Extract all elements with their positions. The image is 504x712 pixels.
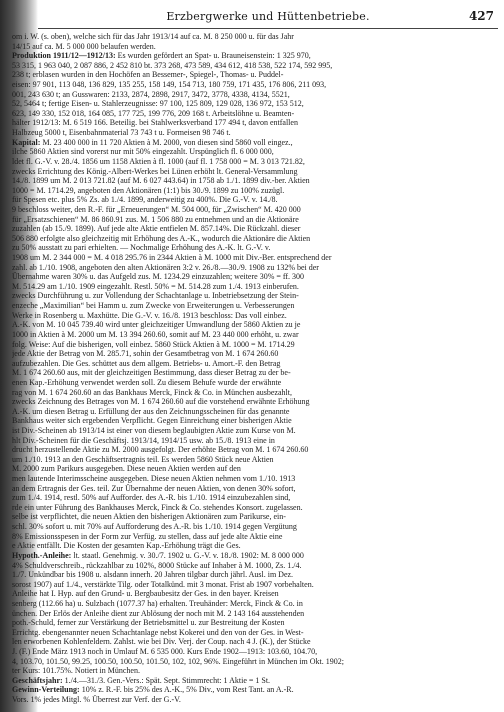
- text-line: für Spesen etc. plus 5% Zs. ab 1./4. 1899, anderweitig zu 400%. Die G.-V. v. 14./8.: [12, 195, 278, 205]
- text-line: poth.-Schuld, ferner zur Verstärkung der Betriebsmittel u. zur Bestreitung der Kosten: [12, 618, 285, 628]
- text-line: A.-K. um diesen Betrag u. Erfüllung der aus den Zeichnungsscheinen für das genannte: [12, 406, 290, 416]
- text-line: aufzubezahlen. Die Ges. schüttet aus dem allgem. Betriebs- u. Amort.-F. den Betrag: [12, 358, 281, 368]
- text-line: J. (F.) Ende März 1913 noch in Umlauf M. 6 535 000. Kurs Ende 1902—1913: 103.60, 104.70,: [12, 647, 318, 656]
- text-line: 1000 = M. 1714.29, angeboten den Aktionären (1:1) bis 30./9. 1899 zu 100% zuzügl.: [12, 185, 285, 195]
- text-line: enen Kap.-Erhöhung verwendet werden soll. Zu diesem Behufe wurde der erwähnte: [12, 377, 282, 387]
- text-line: zwecks Zeichnung des Betrages von M. 1 674 260.60 auf die vorstehend erwähnte Erhöhung: [12, 397, 310, 407]
- text-line: A.-K. von M. 10 045 739.40 wird unter gleichzeitiger Umwandlung der 5860 Aktien zu je: [12, 320, 301, 330]
- text-line: zahl. ab 1./10. 1908, angeboten den alten Aktionären 3:2 v. 26./8.—30./9. 1908 zu 132% bei der: [12, 262, 319, 272]
- text-line: len erworbenen Kohlenfeldern. Zahlst. wie bei Div. Verj. der Coup. nach 4 J. (K.), der Stücke: [12, 637, 311, 647]
- text-line: Werke in Rosenberg u. Maxhütte. Die G.-V. v. 16./8. 1913 beschloss: Das voll einbez.: [12, 310, 287, 320]
- text-line: zum 1./4. 1914, restl. 50% auf Aufforder. des A.-R. bis 1./10. 1914 einzubezahlen sind,: [12, 493, 291, 503]
- text-line: 4% Schuldverschreib., rückzahlbar zu 102%, 8000 Stücke auf Inhaber à M. 1000, Zs. 1./4.: [12, 560, 302, 570]
- section-lead: Kapital:: [12, 137, 41, 147]
- text-line: drucht herzustellende Aktie zu M. 2000 ausgefolgt. Der erhöhte Betrag von M. 1 674 260.60: [12, 445, 309, 455]
- section-lead: Hypoth.-Anleihe:: [12, 550, 72, 560]
- text-line: folg. Weise: Auf die bisherigen, voll einbez. 5860 Stück Aktien à M. 1000 = M. 1714.29: [12, 339, 295, 349]
- text-line: hlt Div.-Scheinen für die Geschäftsj. 1913/14, 1914/15 usw. ab 15./8. 1913 eine in: [12, 435, 275, 445]
- text-line: ter Kurs: 101.75%. Notiert in München.: [12, 666, 140, 676]
- text-line: ldet fl. G.-V. v. 28./4. 1856 um 1158 Aktien à fl. 1000 (auf fl. 1 758 000 = M. 3 013 721.82,: [12, 156, 305, 166]
- text-line: 53 315, 1 963 040, 2 087 886, 2 452 810 bt. 373 268, 473 589, 434 612, 418 538, 522 174, 592 995,: [12, 60, 333, 70]
- text-line: 9 beschloss weiter, den R.-F. für „Erneuerungen“ M. 504 000, für „Zwischen“ M. 420 000: [12, 204, 301, 214]
- text-line: ilche 5860 Aktien sind vorerst nur mit 50% eingezahlt. Urspünglich fl. 6 000 000,: [12, 147, 274, 157]
- text-line: 001, 243 630 t; an Gusswaren: 2133, 2874, 2898, 2917, 3472, 3778, 4338, 4134, 5521,: [12, 89, 290, 99]
- text-line: Geschäftsjahr: 1./4.—31./3. Gen.-Vers.: Spät. Sept. Stimmrecht: 1 Aktie = 1 St.: [12, 675, 271, 685]
- text-line: Übernahme waren 30% u. das Aufgeld zus. M. 1234.29 einzuzahlen; weitere 30% = ff. 300: [12, 272, 305, 282]
- section-lead: Produktion 1911/12—1912/13:: [12, 51, 116, 61]
- document-page: [12, 6, 498, 706]
- text-line: zuzahlen (ab 15./9. 1899). Auf jede alte Aktie entfielen M. 857.14%. Die Rückzahl. dieser: [12, 224, 301, 234]
- text-line: 506 880 erfolgte also gleichzeitig mit Erhöhung des A.-K., wodurch die Aktionäre die Aktien: [12, 233, 311, 243]
- text-line: Gewinn-Verteilung: 10% z. R.-F. bis 25% des A.-K., 5% Div., vom Rest Tant. an A.-R.: [12, 685, 294, 695]
- text-line: Vors. 1% jedes Mitgl. % Überrest zur Verf. der G.-V.: [12, 695, 181, 705]
- text-line: Anleihe hat I. Hyp. auf den Grund- u. Bergbaubesitz der Ges. in den bayer. Kreisen: [12, 589, 279, 599]
- text-line: 623, 149 330, 152 018, 164 085, 177 725, 199 776, 209 168 t. Arbeitslöhne u. Beamten-: [12, 108, 295, 118]
- text-line: jede Aktie der Betrag von M. 285.71, sohin der Gesamtbetrag von M. 1 674 260.60: [12, 349, 279, 359]
- text-line: zwecks Durchführung u. zur Vollendung der Schachtanlage u. Inbetriebsetzung der Stein-: [12, 291, 299, 301]
- text-line: Produktion 1911/12—1912/13: Es wurden gefördert an Spat- u. Brauneisenstein: 1 325 970,: [12, 51, 311, 61]
- text-line: M. 2000 zum Parikurs ausgegeben. Diese neuen Aktien werden auf den: [12, 464, 241, 474]
- text-line: om i. W. (s. oben), welche sich für das Jahr 1913/14 auf ca. M. 8 250 000 u. für das Jahr: [12, 32, 294, 41]
- text-line: ist Div.-Scheinen ab 1913/14 ist einer von diesem beglaubigten Aktie zum Kurse von M.: [12, 425, 296, 435]
- text-line: 14./8. 1899 um M. 2 013 721.82 (auf M. 6 027 443.64) in 1758 ab 1./1. 1899 div.-ber. Aktien: [12, 176, 310, 186]
- text-line: 52, 5464 t; fertige Eisen- u. Stahlerzeugnisse: 97 100, 125 809, 129 028, 136 972, 153 512,: [12, 99, 304, 109]
- text-line: eisen: 97 901, 113 048, 136 829, 135 255, 158 149, 154 713, 180 759, 171 435, 176 806, 211 093,: [12, 80, 327, 90]
- text-line: e Aktie entfällt. Die Kosten der gesamten Kap.-Erhöhung trägt die Ges.: [12, 541, 241, 551]
- text-line: rde ein unter Führung des Bankhauses Merck, Finck & Co. stehendes Konsort. zugelassen.: [12, 502, 303, 512]
- text-line: an dem Ertragnis der Ges. teil. Zur Übernahme der neuen Aktien, von denen 30% sofort,: [12, 483, 296, 493]
- text-line: M. 514.29 am 1./10. 1909 eingezahlt. Restl. 50% = M. 514.28 zum 1./4. 1913 einberufen.: [12, 281, 299, 291]
- body-text: [12, 32, 498, 705]
- text-line: Bankhaus weiter sich ergebenden Verpflicht. Gegen Einreichung einer bisherigen Aktie: [12, 416, 292, 426]
- text-line: schl. 30% sofort u. mit 70% auf Aufforderung des A.-R. bis 1./10. 1914 gegen Vergütung: [12, 522, 297, 532]
- text-line: rag von M. 1 674 260.60 an das Bankhaus Merck, Finck & Co. in München ausbezahlt,: [12, 387, 292, 397]
- text-line: 8% Emissionsspesen in der Form zur Verfüg. zu stellen, dass auf jede alte Aktie eine: [12, 531, 283, 541]
- text-line: 14/15 auf ca. M. 5 000 000 belaufen werden.: [12, 41, 156, 51]
- text-line: 1000 in Aktien à M. 2000 um M. 13 394 260.60, somit auf M. 23 440 000 erhöht, u. zwar: [12, 329, 299, 339]
- text-line: 1908 um M. 2 344 000 = M. 4 018 295.76 in 2344 Aktien à M. 1000 mit Div.-Ber. entsprechend der: [12, 253, 332, 263]
- text-line: 4, 103.70, 101.50, 99.25, 100.50, 100.50, 101.50, 102, 102, 96%. Eingeführt in München im Okt. 1902;: [12, 656, 344, 666]
- text-line: für „Ersatzschienen“ M. 86 860.91 zus. M. 1 506 880 zu entnehmen und an die Aktionäre: [12, 214, 299, 224]
- text-line: selbe ist verpflichtet, die neuen Aktien den bisherigen Aktionären zum Parikurse, ein-: [12, 512, 286, 522]
- text-line: M. 1 674 260.60 aus, mit der gleichzeitigen Bestimmung, dass dieser Betrag zu der be-: [12, 368, 291, 378]
- text-line: Errichtg. ebengenannter neuen Schachtanlage nebst Kokerei und den von der Ges. in West-: [12, 627, 304, 637]
- text-line: senberg (112.66 ha) u. Sulzbach (1077.37 ha) erhalten. Treuhänder: Merck, Finck & Co. in: [12, 598, 303, 608]
- text-line: enzeche „Maximilian“ bei Hamm u. zum Zwecke von Erweiterungen u. Verbesserungen: [12, 301, 295, 311]
- page-number: 427: [468, 9, 494, 23]
- section-lead: Gewinn-Verteilung:: [12, 685, 80, 695]
- text-line: zu 50% ausstatt zu pari erhielten. — Nochmalige Erhöhung des A.-K. lt. G.-V. v.: [12, 243, 271, 253]
- text-line: zwecks Errichtung des König.-Albert-Werkes bei Lünen erhöht lt. General-Versammlung: [12, 166, 298, 176]
- text-line: men lautende Interimsscheine ausgegeben. Diese neuen Aktien nehmen vom 1./10. 1913: [12, 474, 296, 484]
- text-line: sorost 1907) auf 1./4., verstärkte Tilg. oder Totalkünd. mit 3 monat. Frist ab 1907 vorbehalten.: [12, 579, 314, 589]
- section-lead: Geschäftsjahr:: [12, 675, 63, 685]
- text-line: ünchen. Der Erlös der Anleihe dient zur Ablösung der noch mit M. 2 143 164 ausstehenden: [12, 608, 305, 618]
- text-line: hälter 1912/13: M. 6 519 166. Beteilig. bei Stahlwerksverband 177 494 t, davon entfallen: [12, 118, 298, 128]
- page-header: [38, 6, 498, 29]
- text-line: Kapital: M. 23 400 000 in 11 720 Aktien à M. 2000, von diesen sind 5860 voll eingez.,: [12, 137, 293, 147]
- running-title: Erzbergwerke und Hüttenbetriebe.: [166, 10, 370, 23]
- text-line: 238 t; erblasen wurden in den Hochöfen an Bessemer-, Spiegel-, Thomas- u. Puddel-: [12, 70, 284, 80]
- text-line: Halbzeug 5000 t, Eisenbahnmaterial 73 743 t u. Formeisen 98 746 t.: [12, 128, 231, 138]
- text-line: um 1./10. 1913 an den Geschäftsertragnis teil. Es werden 5860 Stück neue Aktien: [12, 454, 274, 464]
- text-line: 1./7. Unkündbar bis 1908 u. alsdann innerh. 20 Jahren tilgbar durch jährl. Ausl. im Dez.: [12, 570, 294, 580]
- text-line: Hypoth.-Anleihe: lt. staatl. Genehmig. v. 30./7. 1902 u. G.-V. v. 18./8. 1902: M. 8 000 000: [12, 550, 304, 560]
